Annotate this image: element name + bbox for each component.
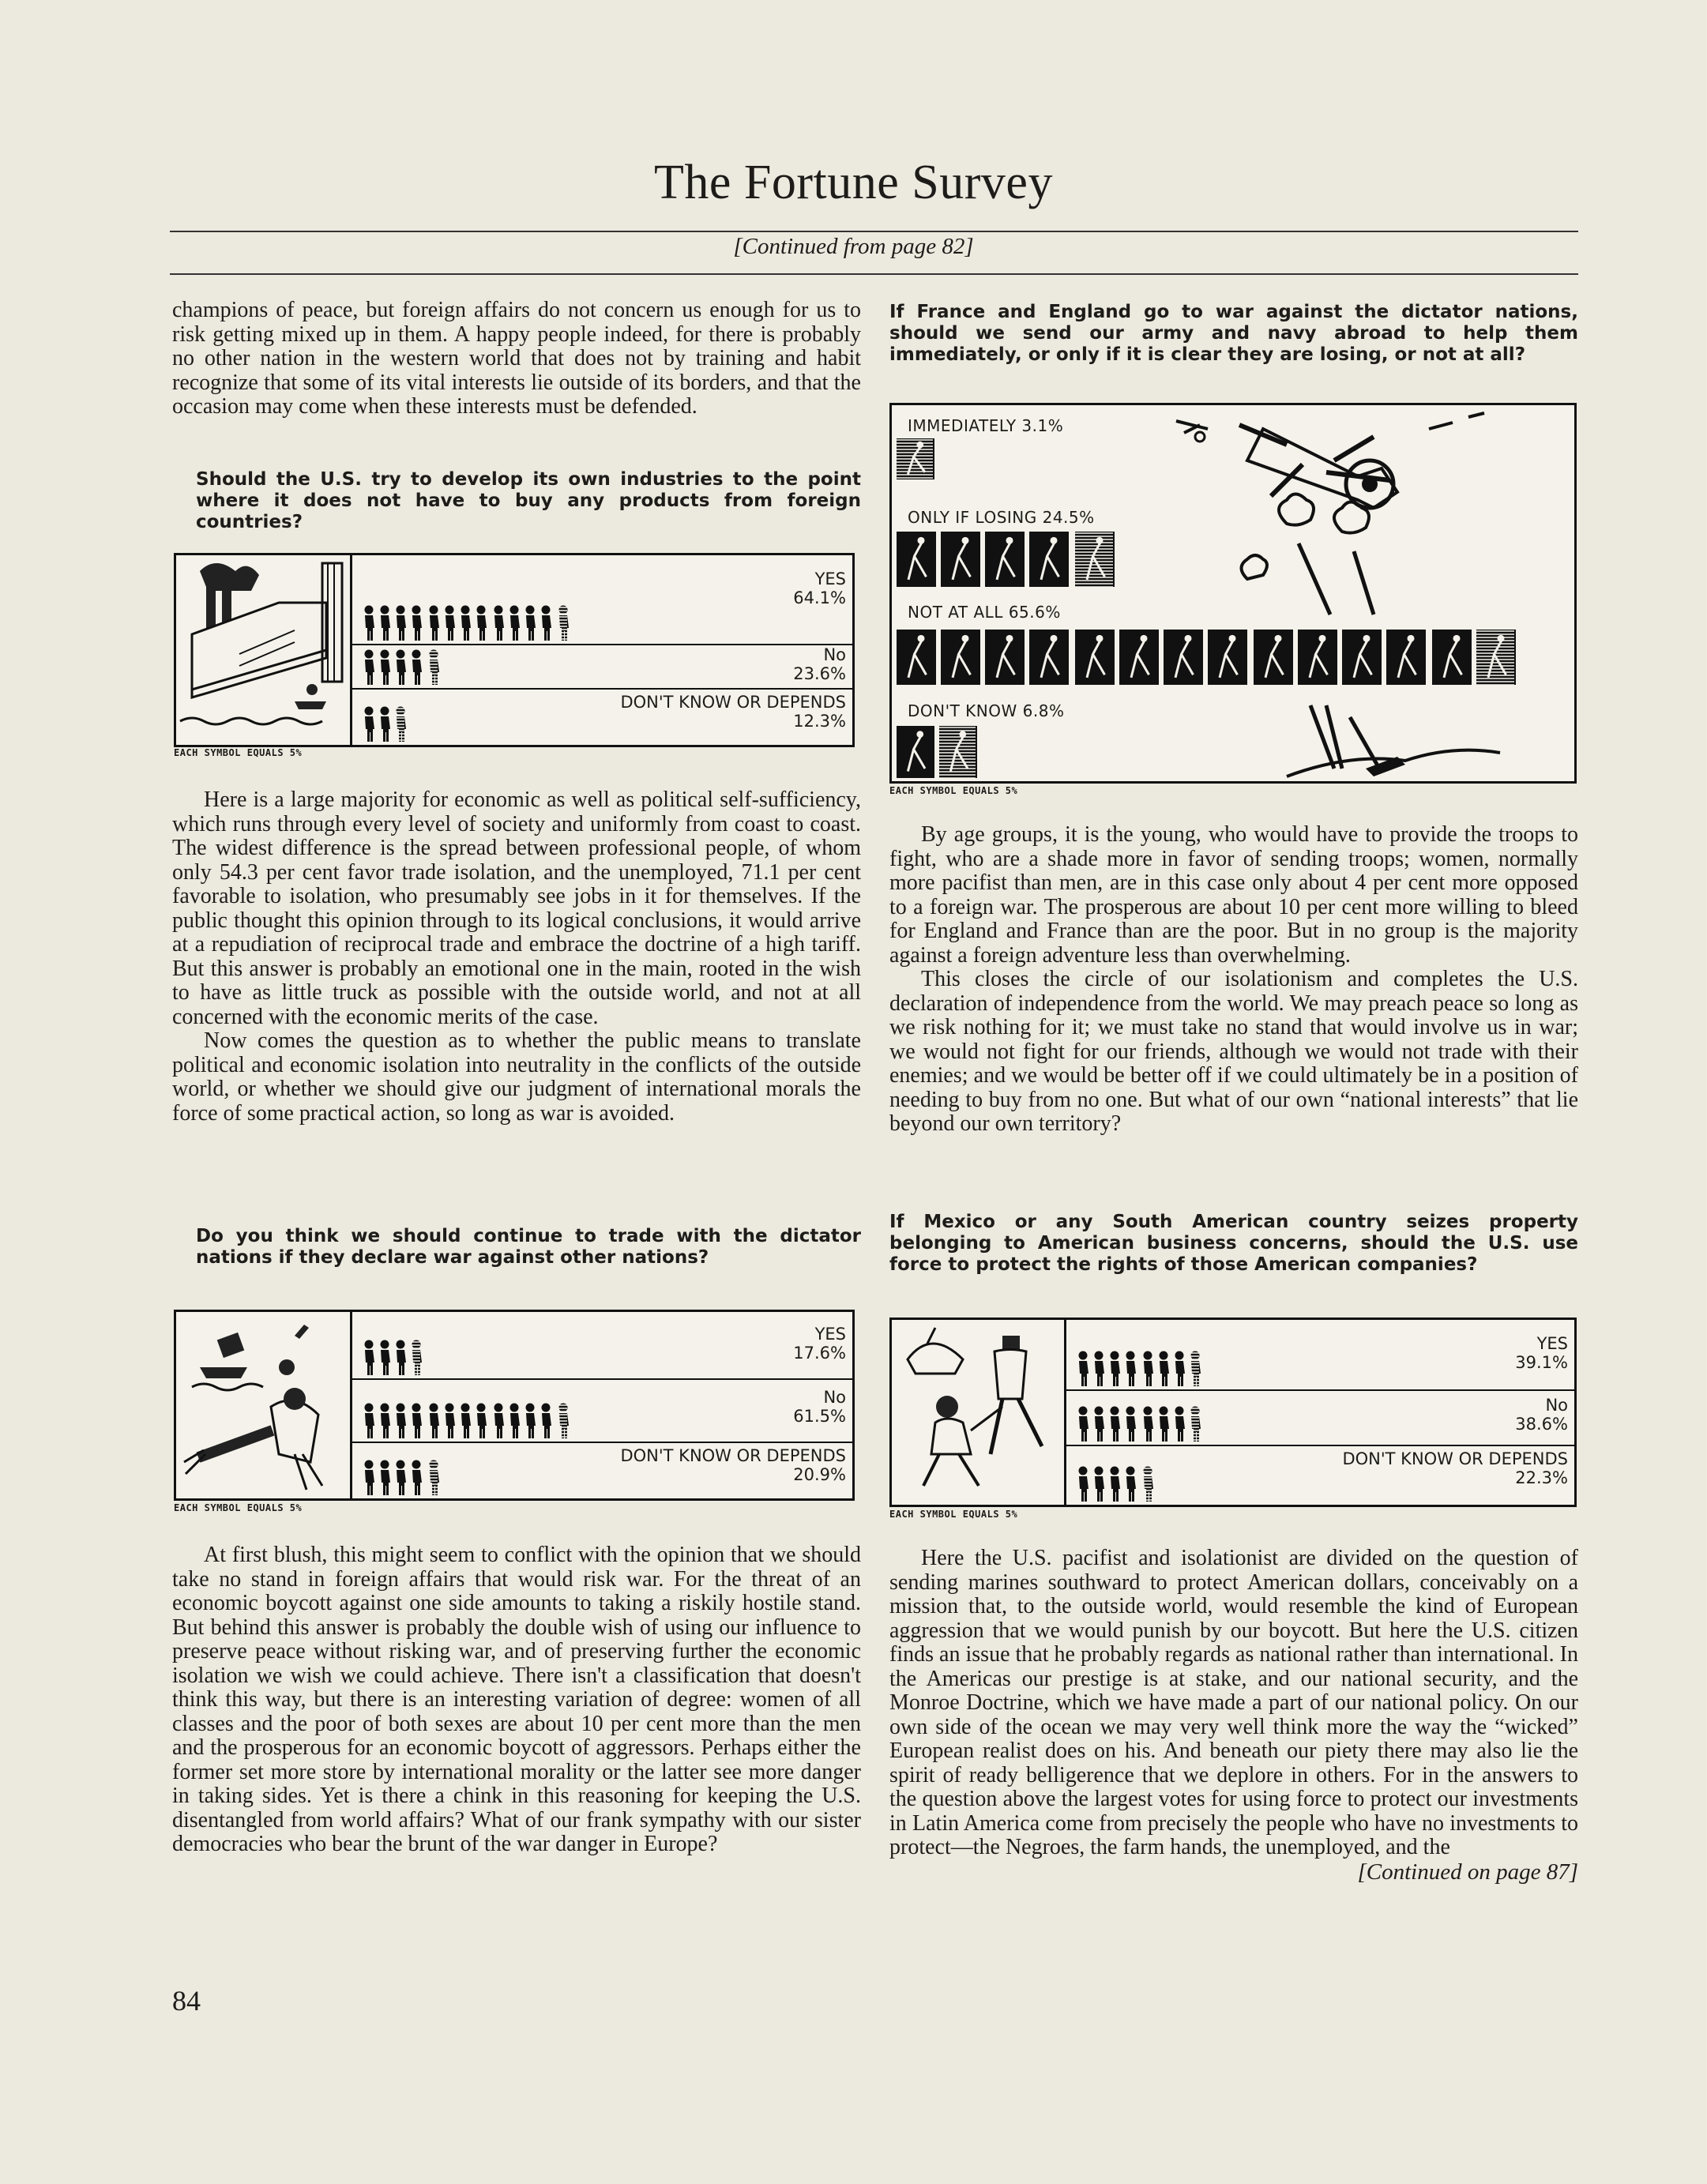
pictogram-symbol (430, 1404, 440, 1439)
q4-no-symbols (1077, 1405, 1207, 1442)
pictogram-symbol (461, 606, 472, 641)
pictogram-symbol (542, 1404, 552, 1439)
pictogram-symbol (941, 532, 980, 587)
pictogram-symbol (1432, 630, 1472, 685)
q3-immediately-symbols (897, 437, 942, 485)
pictogram-symbol (558, 1402, 569, 1438)
q1-yes-label: YES (814, 569, 846, 588)
pictogram-symbol (428, 1459, 439, 1495)
pictogram-symbol (397, 1404, 407, 1439)
pictogram-symbol (412, 1404, 423, 1439)
pictogram-symbol (1208, 630, 1247, 685)
pictogram-symbol (941, 630, 980, 685)
pictogram-symbol (897, 630, 936, 685)
pictogram-symbol (1079, 1351, 1089, 1387)
continued-from: [Continued from page 82] (733, 234, 974, 259)
q4-yes-symbols (1077, 1350, 1207, 1386)
pictogram-symbol (897, 726, 934, 778)
page-number: 84 (172, 1985, 201, 2017)
pictogram-symbol (430, 606, 440, 641)
pictogram-symbol (1160, 1407, 1170, 1442)
pictogram-symbol (1029, 532, 1069, 587)
q2-row-yes (352, 1312, 852, 1380)
page-title: The Fortune Survey (654, 156, 1053, 209)
right-paragraph-1: By age groups, it is the young, who would have to provide the troops to fight, who are a shade more in favor of sending troops; women, normally more pacifist than men, are in this case only about 4 per cent more opposed to a foreign war. The prosperous are about 10 per cent more willing to bleed for England and France than are the poor. But in no group is the majority against a foreign adventure less than overwhelming. This closes the circle of our isolationism and completes the U.S. declaration of independence from the world. We may preach peace so long as we risk nothing for it; we must take no stand that would involve us in war; we would not fight for our friends, although we would not trade with their enemies; and we would be better off if we could ultimately be in a position of needing to buy from no one. But what of our own “national interests” that lie beyond our own territory? (889, 822, 1578, 1136)
q4-dk-symbols (1077, 1465, 1160, 1502)
pictogram-symbol (365, 606, 375, 641)
intervention-illustration (892, 1320, 1066, 1505)
pictogram-symbol (1075, 630, 1115, 685)
q4-row-no (1066, 1389, 1574, 1446)
pictogram-symbol (1126, 1467, 1137, 1502)
q2-no-value: 61.5% (793, 1407, 846, 1426)
q2-no-symbols (363, 1402, 572, 1438)
pictogram-symbol (1095, 1407, 1105, 1442)
q4-no-label: No (1545, 1396, 1568, 1415)
pictogram-symbol (381, 650, 391, 686)
right-paragraph-3: Here the U.S. pacifist and isolationist are divided on the question of sending marines southward to protect American dollars, conceivably on a mission that, to the outside world, would resemble the kind of European aggression that we would punish by our boycott. But here the U.S. citizen finds an issue that he probably regards as national rather than international. In the Americas our prestige is at stake, and our national security, and the Monroe Doctrine, which we have made a part of our national policy. On our own side of the ocean we may very well think more the way the “wicked” European realist does on his. And beneath our piety there may also lie the spirit of ready belligerence that we deplore in others. For in the answers to the question above the largest votes for using force to protect our investments in Latin America come from precisely the people who have no investments to protect—the Negroes, the farm hands, the unemployed, and the [Continued on page 87] (889, 1546, 1578, 1885)
q1-symbol-note: EACH SYMBOL EQUALS 5% (174, 747, 303, 758)
q2-row-dk (352, 1442, 852, 1498)
q4-symbol-note: EACH SYMBOL EQUALS 5% (889, 1509, 1018, 1520)
q4-dk-label: DON'T KNOW OR DEPENDS (1342, 1449, 1568, 1468)
q1-yes-symbols (363, 604, 572, 641)
pictogram-symbol (1029, 630, 1069, 685)
pictogram-symbol (446, 606, 456, 641)
question-2: Do you think we should continue to trade with the dictator nations if they declare war against other nations? (196, 1226, 861, 1268)
pictogram-symbol (494, 1404, 505, 1439)
pictogram-symbol (1144, 1351, 1154, 1387)
question-4: If Mexico or any South American country seizes property belonging to American business concerns, should the U.S. use force to protect the rights of those American companies? (889, 1212, 1578, 1275)
pictogram-symbol (1386, 630, 1426, 685)
chart-q4 (889, 1318, 1577, 1507)
pictogram-symbol (395, 705, 406, 742)
pictogram-symbol (1111, 1407, 1121, 1442)
q1-row-yes (352, 555, 852, 645)
pictogram-symbol (1095, 1351, 1105, 1387)
q3-dont-know: DON'T KNOW 6.8% (908, 701, 1065, 720)
pictogram-symbol (542, 606, 552, 641)
q4-dk-value: 22.3% (1515, 1468, 1568, 1487)
q2-yes-value: 17.6% (793, 1344, 846, 1363)
left-paragraph-4: At first blush, this might seem to conflict with the opinion that we should take no stand in foreign affairs that would risk war. For the threat of an economic boycott against one side amounts to taking a riskily hostile stand. But behind this answer is probably the double wish of using our influence to preserve peace without risking war, and of preserving further the economic isolation we wish we could achieve. There isn't a classification that doesn't think this way, but there is an interesting variation of degree: women of all classes and the poor of both sexes are about 10 per cent more than the men and the prosperous for an economic boycott of aggressors. Perhaps either the former set more store by international morality or the latter see more danger in taking sides. Yet is there a chink in this reasoning for keeping the U.S. disentangled from world affairs? What of our frank sympathy with our sister democracies who bear the brunt of the war danger in Europe? (172, 1543, 861, 1856)
q2-dk-value: 20.9% (793, 1465, 846, 1484)
pictogram-symbol (412, 606, 423, 641)
q2-symbol-note: EACH SYMBOL EQUALS 5% (174, 1502, 303, 1513)
pictogram-symbol (526, 1404, 536, 1439)
pictogram-symbol (1298, 630, 1337, 685)
pictogram-symbol (446, 1404, 456, 1439)
q4-yes-value: 39.1% (1515, 1353, 1568, 1372)
pictogram-symbol (461, 1404, 472, 1439)
pictogram-symbol (1342, 630, 1382, 685)
q1-no-value: 23.6% (793, 664, 846, 683)
pictogram-symbol (526, 606, 536, 641)
question-3: If France and England go to war against the dictator nations, should we send our army and navy abroad to help them immediately, or only if it is clear they are losing, or not at all? (889, 302, 1578, 365)
pictogram-symbol (1095, 1467, 1105, 1502)
pictogram-symbol (897, 437, 934, 479)
q1-dk-value: 12.3% (793, 712, 846, 731)
pictogram-symbol (985, 630, 1025, 685)
q1-yes-value: 64.1% (793, 588, 846, 607)
pictogram-symbol (1119, 630, 1159, 685)
q3-immediately: IMMEDIATELY 3.1% (908, 416, 1064, 435)
q4-yes-label: YES (1536, 1334, 1568, 1353)
pictogram-symbol (365, 650, 375, 686)
pictogram-symbol (1079, 1407, 1089, 1442)
pictogram-symbol (1190, 1350, 1201, 1386)
warplane-illustration (1129, 405, 1574, 781)
pictogram-symbol (510, 606, 521, 641)
pictogram-symbol (428, 648, 439, 685)
pictogram-symbol (397, 1460, 407, 1496)
pictogram-symbol (1164, 630, 1203, 685)
pictogram-symbol (477, 1404, 487, 1439)
left-paragraph-2: Here is a large majority for economic as well as political self-sufficiency, which runs through every level of society and uniformly from coast to coast. The widest difference is the spread between professional people, of whom only 54.3 per cent favor trade isolation, and the unemployed, 71.1 per cent favorable to isolation, who presumably see jobs in it for themselves. If the public thought this opinion through to its logical conclusions, it would arrive at a repudiation of reciprocal trade and embrace the doctrine of a high tariff. But this answer is probably an emotional one in the main, rooted in the wish to have as little truck as possible with the outside world, and not at all concerned with the economic merits of the case. Now comes the question as to whether the public means to translate political and economic isolation into neutrality in the conflicts of the outside world, or whether we should give our judgment of international morals the force of some practical action, so long as war is avoided. (172, 788, 861, 1126)
pictogram-symbol (397, 1340, 407, 1376)
pictogram-symbol (365, 1460, 375, 1496)
pictogram-symbol (365, 1340, 375, 1376)
pictogram-symbol (558, 604, 569, 641)
pictogram-symbol (1126, 1351, 1137, 1387)
pictogram-symbol (1126, 1407, 1137, 1442)
chart-q3 (889, 403, 1577, 784)
q3-losing-value: 24.5% (1042, 508, 1095, 527)
pictogram-symbol (1079, 1467, 1089, 1502)
q3-only-if-losing: ONLY IF LOSING 24.5% (908, 508, 1095, 527)
q3-immediately-value: 3.1% (1021, 416, 1064, 435)
q2-dk-symbols (363, 1459, 446, 1495)
pictogram-symbol (1160, 1351, 1170, 1387)
q3-dk-symbols (897, 724, 985, 784)
pictogram-symbol (365, 1404, 375, 1439)
pictogram-symbol (1142, 1465, 1153, 1502)
q4-row-yes (1066, 1320, 1574, 1391)
intro-paragraph: champions of peace, but foreign affairs do not concern us enough for us to risk getting mixed up in them. A happy people indeed, for there is probably no other nation in the western world that does not by training and habit recognize that some of its vital interests lie outside of its borders, and that the occasion may come when these interests must be defended. (172, 298, 861, 419)
chart-q1 (174, 553, 855, 747)
pictogram-symbol (411, 1339, 422, 1375)
pictogram-symbol (1190, 1405, 1201, 1442)
pictogram-symbol (365, 707, 375, 742)
pictogram-symbol (494, 606, 505, 641)
pictogram-symbol (1175, 1351, 1186, 1387)
q1-row-dk (352, 688, 852, 745)
q1-no-symbols (363, 648, 446, 685)
pictogram-symbol (381, 1340, 391, 1376)
continued-on: [Continued on page 87] (1357, 1859, 1578, 1885)
q1-row-no (352, 644, 852, 690)
q1-dk-label: DON'T KNOW OR DEPENDS (620, 693, 846, 712)
pictogram-symbol (1254, 630, 1293, 685)
q3-dk-value: 6.8% (1022, 701, 1065, 720)
pictogram-symbol (1111, 1351, 1121, 1387)
trade-illustration (176, 1312, 352, 1498)
pictogram-symbol (1144, 1407, 1154, 1442)
pictogram-symbol (412, 650, 423, 686)
pictogram-symbol (412, 1460, 423, 1496)
q2-no-label: No (823, 1388, 846, 1407)
q4-row-dk (1066, 1445, 1574, 1505)
pictogram-symbol (397, 650, 407, 686)
q1-no-label: No (823, 645, 846, 664)
q4-no-value: 38.6% (1515, 1415, 1568, 1434)
q2-dk-label: DON'T KNOW OR DEPENDS (620, 1446, 846, 1465)
q3-symbol-note: EACH SYMBOL EQUALS 5% (889, 785, 1018, 796)
q3-not-symbols (897, 628, 1519, 690)
chart-q2 (174, 1310, 855, 1501)
pictogram-symbol (1476, 628, 1516, 685)
header-rule-top (170, 231, 1578, 232)
pictogram-symbol (381, 606, 391, 641)
pictogram-symbol (381, 1404, 391, 1439)
q3-losing-symbols (897, 530, 1121, 592)
pictogram-symbol (897, 532, 936, 587)
pictogram-symbol (1175, 1407, 1186, 1442)
q1-dk-symbols (363, 705, 414, 742)
q2-yes-label: YES (814, 1325, 846, 1344)
q2-row-no (352, 1378, 852, 1443)
pictogram-symbol (381, 707, 391, 742)
pictogram-symbol (510, 1404, 521, 1439)
pictogram-symbol (985, 532, 1025, 587)
pictogram-symbol (1111, 1467, 1121, 1502)
pictogram-symbol (939, 724, 977, 778)
pictogram-symbol (397, 606, 407, 641)
pictogram-symbol (381, 1460, 391, 1496)
pictogram-symbol (477, 606, 487, 641)
q2-yes-symbols (363, 1339, 430, 1375)
pictogram-symbol (1075, 530, 1115, 587)
factory-illustration (176, 555, 352, 745)
header-rule-bottom (170, 273, 1578, 275)
question-1: Should the U.S. try to develop its own industries to the point where it does not have to buy any products from foreign countries? (196, 469, 861, 532)
q3-not-at-all: NOT AT ALL 65.6% (908, 603, 1061, 622)
q3-not-value: 65.6% (1008, 603, 1061, 622)
